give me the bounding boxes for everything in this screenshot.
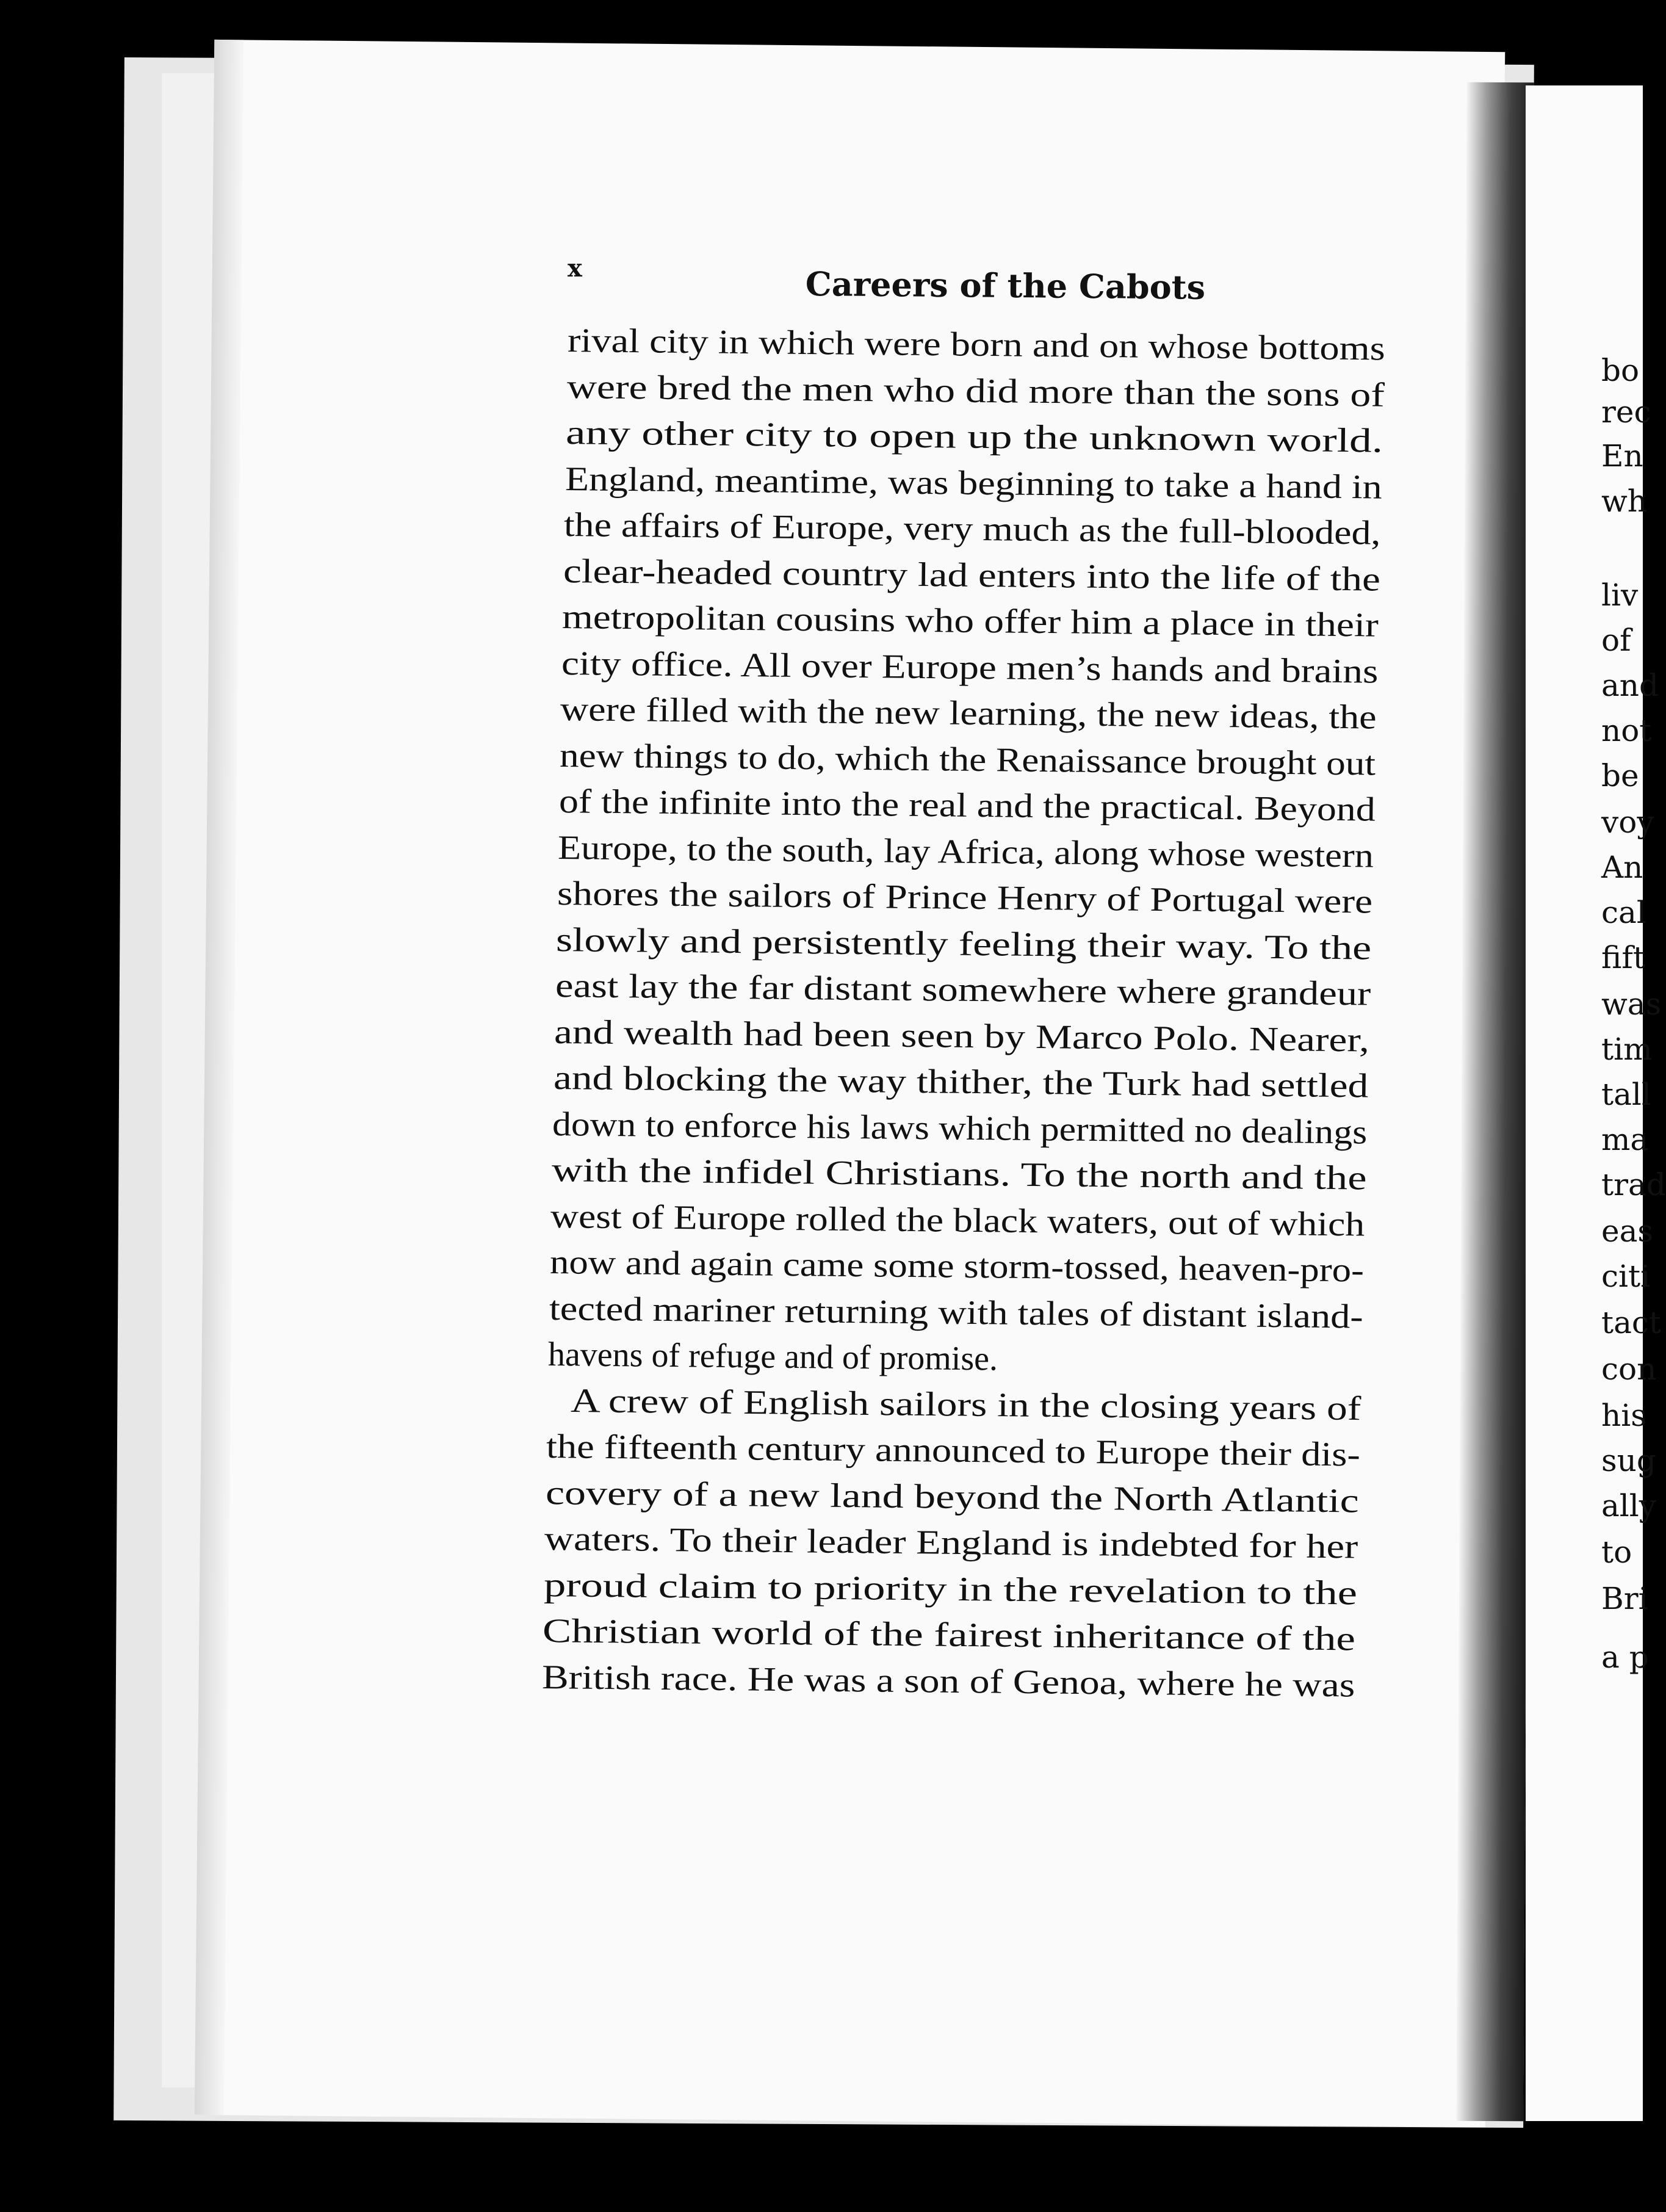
body-line: metropolitan cousins who offer him a place in their xyxy=(561,598,1379,645)
facing-line-fragment: tim xyxy=(1601,1032,1653,1067)
facing-line-fragment: to xyxy=(1601,1534,1632,1570)
body-line: and wealth had been seen by Marco Polo. Nearer, xyxy=(554,1013,1370,1060)
facing-line-fragment: not xyxy=(1601,713,1652,748)
body-line: havens of refuge and of promise. xyxy=(547,1336,998,1378)
facing-line-fragment: fift xyxy=(1601,940,1645,975)
facing-line-fragment: tact xyxy=(1601,1305,1661,1340)
facing-line-fragment: Bri xyxy=(1601,1581,1648,1616)
facing-line-fragment: voy xyxy=(1601,804,1654,840)
body-line: Europe, to the south, lay Africa, along whose western xyxy=(557,828,1374,875)
body-line: proud claim to priority in the revelation to the xyxy=(543,1566,1358,1613)
body-line: new things to do, which the Renaissance brought out xyxy=(559,736,1376,783)
facing-line-fragment: ally xyxy=(1601,1488,1657,1523)
facing-line-fragment: was xyxy=(1601,986,1662,1022)
body-line: shores the sailors of Prince Henry of Portugal were xyxy=(557,875,1373,921)
body-line: any other city to open up the unknown world. xyxy=(565,414,1383,460)
facing-line-fragment: sug xyxy=(1601,1443,1656,1478)
body-line: covery of a new land beyond the North Atlantic xyxy=(545,1473,1359,1520)
running-head: Careers of the Cabots xyxy=(805,264,1206,307)
body-line: city office. All over Europe men’s hands and brains xyxy=(561,644,1379,691)
facing-line-fragment: of xyxy=(1601,623,1631,658)
body-line: the affairs of Europe, very much as the full-blooded, xyxy=(563,506,1381,552)
facing-line-fragment: citi xyxy=(1601,1259,1651,1294)
body-line: with the infidel Christians. To the north and the xyxy=(551,1151,1367,1198)
body-line: were filled with the new learning, the new ideas, the xyxy=(560,690,1377,737)
body-line: Christian world of the fairest inheritance of the xyxy=(543,1612,1356,1658)
facing-line-fragment: An xyxy=(1601,850,1643,885)
body-line: and blocking the way thither, the Turk had settled xyxy=(553,1059,1369,1105)
body-line: down to enforce his laws which permitted no dealings xyxy=(552,1105,1368,1152)
facing-line-fragment: a p xyxy=(1601,1639,1649,1675)
body-line: British race. He was a son of Genoa, where he was xyxy=(541,1658,1355,1705)
facing-line-fragment: trad xyxy=(1601,1167,1666,1202)
facing-line-fragment: ma xyxy=(1601,1122,1649,1157)
body-line: of the infinite into the real and the practical. Beyond xyxy=(558,783,1376,829)
body-line: tected mariner returning with tales of distant island- xyxy=(549,1289,1363,1336)
book-gutter-fold xyxy=(1456,82,1534,2122)
body-line: clear-headed country lad enters into the life of the xyxy=(563,552,1381,599)
body-line: now and again came some storm-tossed, heaven-pro- xyxy=(549,1243,1365,1290)
facing-line-fragment: rec xyxy=(1601,394,1651,430)
body-line: west of Europe rolled the black waters, out of which xyxy=(550,1197,1365,1244)
facing-line-fragment: be xyxy=(1601,758,1639,793)
body-line: England, meantime, was beginning to take a hand in xyxy=(564,460,1382,507)
facing-line-fragment: cal xyxy=(1601,895,1646,930)
facing-line-fragment: eas xyxy=(1601,1213,1654,1249)
facing-line-fragment: tall xyxy=(1601,1077,1651,1112)
facing-line-fragment: wh xyxy=(1601,483,1647,519)
body-line: were bred the men who did more than the sons of xyxy=(566,367,1385,414)
facing-line-fragment: con xyxy=(1601,1351,1657,1387)
body-line: rival city in which were born and on whose bottoms xyxy=(567,322,1386,368)
body-line: east lay the far distant somewhere where grandeur xyxy=(555,967,1371,1013)
body-line: waters. To their leader England is indebted for her xyxy=(544,1520,1358,1566)
body-line: slowly and persistently feeling their way. To the xyxy=(555,920,1372,967)
facing-line-fragment: liv xyxy=(1601,577,1639,613)
facing-line-fragment: and xyxy=(1601,668,1659,703)
facing-line-fragment: En xyxy=(1601,438,1643,474)
body-line: the fifteenth century announced to Europe their dis- xyxy=(546,1428,1361,1474)
page-number: x xyxy=(568,254,582,283)
facing-line-fragment: his xyxy=(1601,1398,1646,1433)
facing-line-fragment: bo xyxy=(1601,353,1640,388)
body-line: A crew of English sailors in the closing years of xyxy=(570,1381,1361,1428)
